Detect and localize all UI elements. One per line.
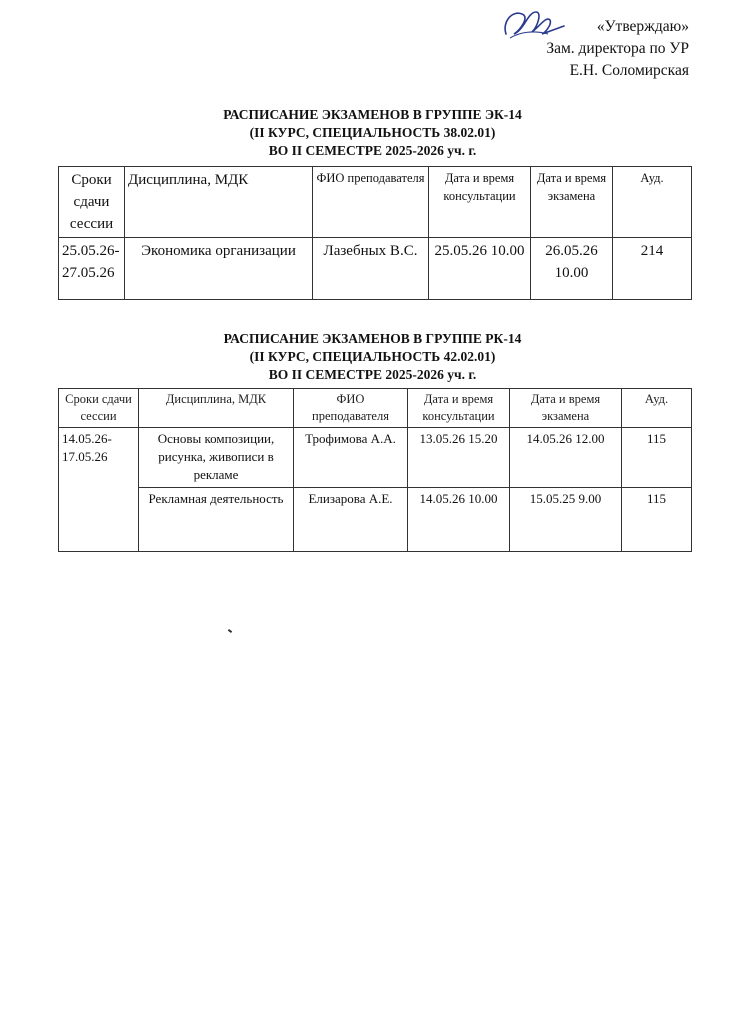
header-discipline: Дисциплина, МДК: [139, 389, 294, 428]
cell-discipline: Основы композиции, рисунка, живописи в рекламе: [139, 428, 294, 488]
section1-schedule-table: [58, 166, 692, 300]
section1-title-line: РАСПИСАНИЕ ЭКЗАМЕНОВ В ГРУППЕ ЭК-14: [223, 107, 522, 122]
table-header-row: [59, 167, 692, 238]
section2-title-line: ВО II СЕМЕСТРЕ 2025-2026 уч. г.: [268, 367, 477, 382]
cell-teacher: Трофимова А.А.: [294, 428, 408, 488]
cell-room: 115: [622, 428, 692, 488]
table-row: [59, 238, 692, 300]
cell-teacher: Лазебных В.С.: [313, 238, 429, 300]
header-session-period: Сроки сдачи сессии: [59, 167, 125, 238]
approval-signatory: Е.Н. Соломирская: [569, 62, 689, 79]
cell-room: 115: [622, 488, 692, 552]
approval-block: [429, 16, 689, 82]
header-consultation: Дата и время консультации: [408, 389, 510, 428]
cell-consultation: 13.05.26 15.20: [408, 428, 510, 488]
header-room: Ауд.: [613, 167, 692, 238]
section2-schedule-table: [58, 388, 692, 552]
header-room: Ауд.: [622, 389, 692, 428]
header-consultation: Дата и время консультации: [429, 167, 531, 238]
section1-title: [0, 106, 745, 160]
stray-mark: [228, 629, 232, 633]
cell-consultation: 14.05.26 10.00: [408, 488, 510, 552]
cell-room: 214: [613, 238, 692, 300]
header-teacher: ФИО преподавателя: [294, 389, 408, 428]
cell-teacher: Елизарова А.Е.: [294, 488, 408, 552]
table-row: [59, 488, 692, 552]
header-session-period: Сроки сдачи сессии: [59, 389, 139, 428]
cell-exam: 14.05.26 12.00: [510, 428, 622, 488]
cell-discipline: Рекламная деятельность: [139, 488, 294, 552]
cell-period: 25.05.26-27.05.26: [59, 238, 125, 300]
header-exam: Дата и время экзамена: [510, 389, 622, 428]
approval-position: Зам. директора по УР: [546, 40, 689, 57]
section1-title-line: ВО II СЕМЕСТРЕ 2025-2026 уч. г.: [268, 143, 477, 158]
table-header-row: [59, 389, 692, 428]
cell-period: 14.05.26-17.05.26: [59, 428, 139, 552]
header-discipline: Дисциплина, МДК: [125, 167, 313, 238]
header-teacher: ФИО преподавателя: [313, 167, 429, 238]
cell-consultation: 25.05.26 10.00: [429, 238, 531, 300]
table-row: [59, 428, 692, 488]
section1-title-line: (II КУРС, СПЕЦИАЛЬНОСТЬ 38.02.01): [249, 125, 496, 140]
approval-title: «Утверждаю»: [596, 18, 689, 35]
section2-title-line: РАСПИСАНИЕ ЭКЗАМЕНОВ В ГРУППЕ РК-14: [223, 331, 522, 346]
cell-discipline: Экономика организации: [125, 238, 313, 300]
section2-title: [0, 330, 745, 384]
section2-title-line: (II КУРС, СПЕЦИАЛЬНОСТЬ 42.02.01): [249, 349, 496, 364]
cell-exam: 26.05.26 10.00: [531, 238, 613, 300]
cell-exam: 15.05.25 9.00: [510, 488, 622, 552]
header-exam: Дата и время экзамена: [531, 167, 613, 238]
